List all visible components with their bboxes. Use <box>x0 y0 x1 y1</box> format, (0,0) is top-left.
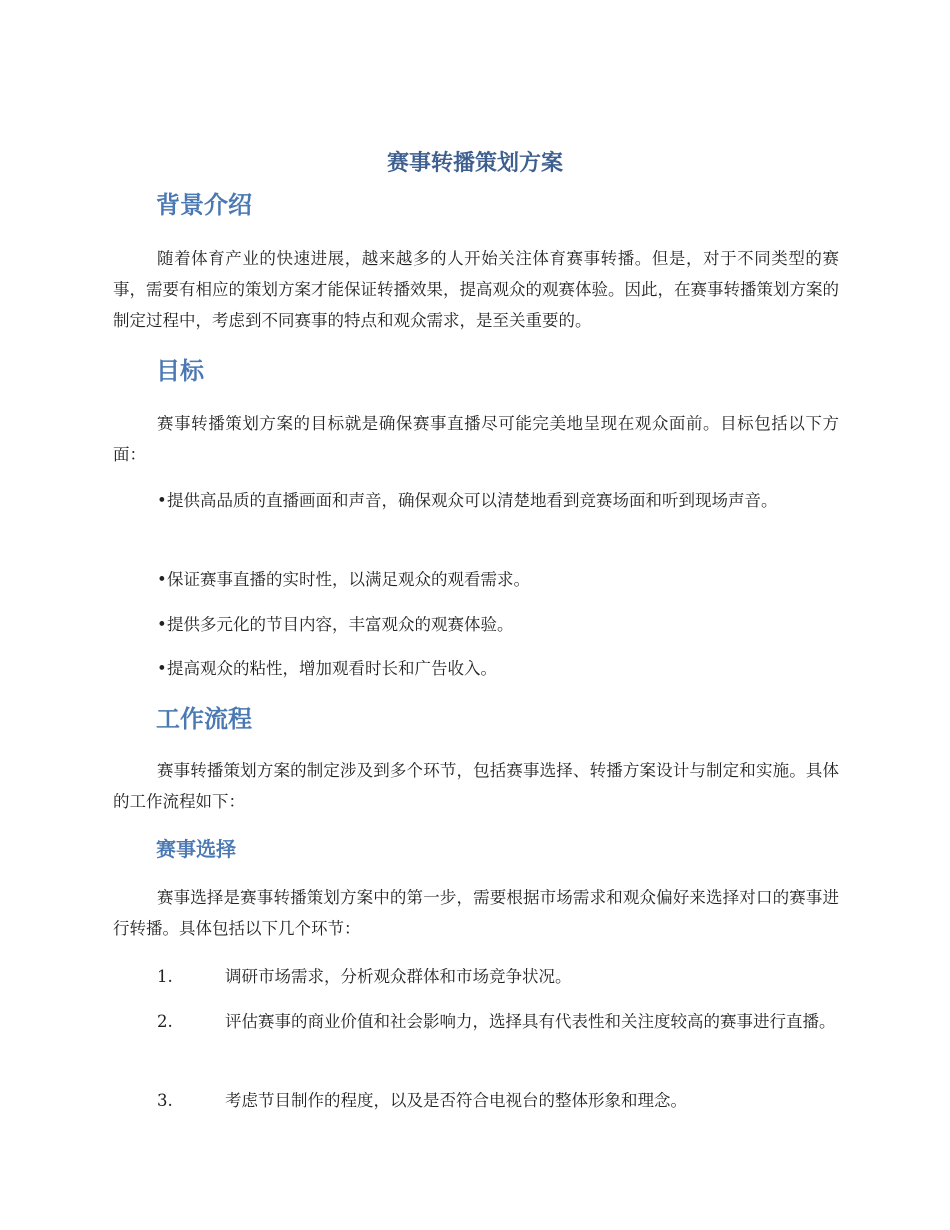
bullet-marker: • <box>157 615 167 634</box>
numbered-step <box>113 1005 839 1039</box>
numbered-step <box>113 960 839 994</box>
section-heading-goals: 目标 <box>156 357 204 385</box>
section-heading-workflow: 工作流程 <box>156 705 252 733</box>
background-paragraph: 随着体育产业的快速进展，越来越多的人开始关注体育赛事转播。但是，对于不同类型的赛事，需要有相应的策划方案才能保证转播效果，提高观众的观赛体验。因此，在赛事转播策划方案的制定过程中，考虑到不同赛事的特点和观众需求，是至关重要的。 <box>113 249 839 330</box>
goal-bullet-item <box>113 484 839 518</box>
bullet-marker: • <box>157 491 167 510</box>
goals-paragraph: 赛事转播策划方案的目标就是确保赛事直播尽可能完美地呈现在观众面前。目标包括以下方面： <box>113 414 839 464</box>
step-text: 评估赛事的商业价值和社会影响力，选择具有代表性和关注度较高的赛事进行直播。 <box>225 1012 836 1031</box>
workflow-paragraph: 赛事转播策划方案的制定涉及到多个环节，包括赛事选择、转播方案设计与制定和实施。具体的工作流程如下： <box>113 761 839 811</box>
document-title: 赛事转播策划方案 <box>386 151 563 176</box>
subsection-heading-event-selection: 赛事选择 <box>156 837 236 861</box>
step-number: 3. <box>157 1091 173 1110</box>
goal-bullet-item <box>113 652 839 686</box>
goal-bullet-item <box>113 608 839 642</box>
bullet-marker: • <box>157 570 167 589</box>
step-number: 2. <box>157 1012 173 1031</box>
step-text: 考虑节目制作的程度，以及是否符合电视台的整体形象和理念。 <box>225 1091 687 1110</box>
numbered-step <box>113 1084 839 1118</box>
step-text: 调研市场需求，分析观众群体和市场竞争状况。 <box>225 967 572 986</box>
goal-bullet-text: 提供高品质的直播画面和声音，确保观众可以清楚地看到竞赛场面和听到现场声音。 <box>167 491 778 510</box>
step-number: 1. <box>157 967 173 986</box>
goal-bullet-item <box>113 563 839 597</box>
section-heading-background: 背景介绍 <box>156 191 252 219</box>
goal-bullet-text: 提供多元化的节目内容，丰富观众的观赛体验。 <box>167 615 514 634</box>
goal-bullet-text: 提高观众的粘性，增加观看时长和广告收入。 <box>167 659 497 678</box>
goal-bullet-text: 保证赛事直播的实时性，以满足观众的观看需求。 <box>167 570 530 589</box>
event-selection-paragraph: 赛事选择是赛事转播策划方案中的第一步，需要根据市场需求和观众偏好来选择对口的赛事进行转播。具体包括以下几个环节： <box>113 888 839 938</box>
bullet-marker: • <box>157 659 167 678</box>
